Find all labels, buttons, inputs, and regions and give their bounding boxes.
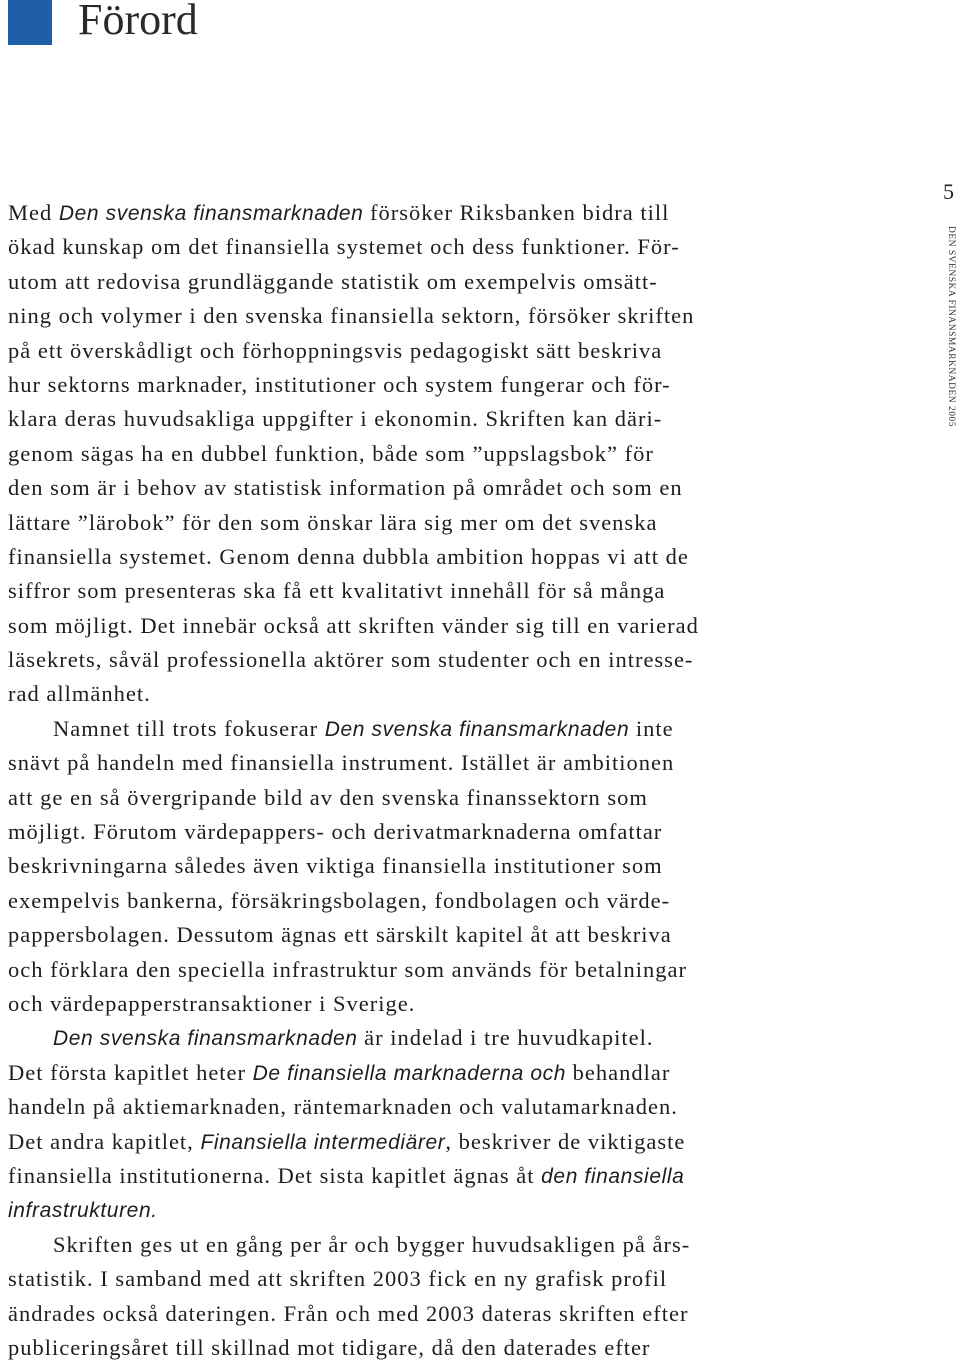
body-text-segment: behandlar bbox=[566, 1059, 671, 1085]
body-text-segment: den som är i behov av statistisk information på området och som en bbox=[8, 475, 683, 501]
body-text-segment: och förklara den speciella infrastruktur som används för betalningar bbox=[8, 956, 688, 982]
body-text-segment: statistik. I samband med att skriften 2003 fick en ny grafisk profil bbox=[8, 1266, 668, 1292]
body-text-segment: handeln på aktiemarknaden, räntemarknaden och valutamarknaden. bbox=[8, 1094, 678, 1120]
body-text-segment: Det första kapitlet heter bbox=[8, 1059, 253, 1085]
text-line bbox=[8, 918, 748, 952]
body-text-segment: hur sektorns marknader, institutioner och system fungerar och för- bbox=[8, 371, 671, 397]
body-text-segment: som möjligt. Det innebär också att skriften vänder sig till en varierad bbox=[8, 612, 699, 638]
text-line bbox=[8, 781, 748, 815]
body-text-segment: Det andra kapitlet, bbox=[8, 1128, 201, 1154]
body-text-segment: rad allmänhet. bbox=[8, 681, 151, 707]
emphasized-text: Den svenska finansmarknaden bbox=[58, 202, 364, 225]
text-line bbox=[8, 437, 748, 471]
text-line bbox=[8, 1125, 748, 1159]
body-text-segment: pappersbolagen. Dessutom ägnas ett särskilt kapitel åt att beskriva bbox=[8, 922, 672, 948]
body-text-segment: klara deras huvudsakliga uppgifter i ekonomin. Skriften kan däri- bbox=[8, 406, 663, 432]
text-line bbox=[8, 299, 748, 333]
text-line bbox=[8, 1331, 748, 1365]
body-text-segment: beskrivningarna således även viktiga finansiella institutioner som bbox=[8, 853, 663, 879]
emphasized-text: Den svenska finansmarknaden bbox=[324, 717, 630, 741]
body-text-segment: att ge en så övergripande bild av den svenska finanssektorn som bbox=[8, 784, 648, 810]
body-text-segment: Skriften ges ut en gång per år och bygger huvudsakligen på års- bbox=[53, 1231, 691, 1257]
emphasized-text: den finansiella bbox=[541, 1164, 685, 1188]
body-text-segment: på ett överskådligt och förhoppningsvis pedagogiskt sätt beskriva bbox=[8, 337, 663, 363]
body-text-segment: ändrades också dateringen. Från och med 2003 dateras skriften efter bbox=[8, 1300, 689, 1326]
body-text-segment: finansiella systemet. Genom denna dubbla ambition hoppas vi att de bbox=[8, 543, 689, 569]
text-line bbox=[8, 574, 748, 608]
body-text-segment: snävt på handeln med finansiella instrument. Istället är ambitionen bbox=[8, 750, 675, 776]
body-text-block bbox=[8, 196, 748, 1365]
body-text-segment: finansiella institutionerna. Det sista kapitlet ägnas åt bbox=[8, 1162, 542, 1188]
text-line bbox=[8, 1193, 748, 1227]
body-text-segment: Med bbox=[8, 200, 59, 225]
text-line bbox=[8, 1228, 748, 1262]
page-title: Förord bbox=[78, 0, 198, 44]
page-number: 5 bbox=[943, 179, 954, 204]
text-line bbox=[8, 1159, 748, 1193]
text-line bbox=[8, 609, 748, 643]
text-line bbox=[8, 1021, 748, 1055]
body-paragraph bbox=[8, 1021, 748, 1227]
body-paragraph bbox=[8, 196, 748, 712]
text-line bbox=[8, 334, 748, 368]
emphasized-text: infrastrukturen. bbox=[8, 1199, 158, 1223]
text-line bbox=[8, 987, 748, 1021]
emphasized-text: Finansiella intermediärer bbox=[200, 1130, 446, 1154]
body-text-segment: försöker Riksbanken bidra till bbox=[363, 200, 670, 225]
text-line bbox=[8, 643, 748, 677]
body-paragraph bbox=[8, 712, 748, 1022]
running-title: DEN SVENSKA FINANSMARKNADEN 2005 bbox=[946, 226, 956, 427]
text-line bbox=[8, 677, 748, 711]
body-text-segment: möjligt. Förutom värdepappers- och derivatmarknaderna omfattar bbox=[8, 819, 663, 845]
body-text-segment: och värdepapperstransaktioner i Sverige. bbox=[8, 990, 416, 1016]
body-text-segment: genom sägas ha en dubbel funktion, både som ”uppslagsbok” för bbox=[8, 440, 654, 466]
body-paragraph bbox=[8, 1228, 748, 1366]
body-text-segment: , beskriver de viktigaste bbox=[445, 1128, 686, 1154]
emphasized-text: Den svenska finansmarknaden bbox=[53, 1027, 358, 1051]
text-line bbox=[8, 196, 748, 230]
body-text-segment: Namnet till trots fokuserar bbox=[53, 715, 325, 741]
text-line bbox=[8, 1297, 748, 1331]
body-text-segment: lättare ”lärobok” för den som önskar lära sig mer om det svenska bbox=[8, 509, 658, 535]
body-text-segment: exempelvis bankerna, försäkringsbolagen, fondbolagen och värde- bbox=[8, 887, 671, 913]
text-line bbox=[8, 746, 748, 780]
body-text-segment: är indelad i tre huvudkapitel. bbox=[357, 1025, 654, 1051]
text-line bbox=[8, 1090, 748, 1124]
text-line bbox=[8, 849, 748, 883]
text-line bbox=[8, 471, 748, 505]
text-line bbox=[8, 1262, 748, 1296]
body-text-segment: ning och volymer i den svenska finansiella sektorn, försöker skriften bbox=[8, 303, 695, 329]
accent-square bbox=[8, 0, 52, 45]
text-line bbox=[8, 1056, 748, 1090]
text-line bbox=[8, 506, 748, 540]
body-text-segment: publiceringsåret till skillnad mot tidigare, då den daterades efter bbox=[8, 1334, 651, 1360]
body-text-segment: läsekrets, såväl professionella aktörer som studenter och en intresse- bbox=[8, 647, 694, 673]
body-text-segment: siffror som presenteras ska få ett kvalitativt innehåll för så många bbox=[8, 578, 666, 604]
body-text-segment: utom att redovisa grundläggande statistik om exempelvis omsätt- bbox=[8, 268, 658, 294]
text-line bbox=[8, 402, 748, 436]
text-line bbox=[8, 368, 748, 402]
body-text-segment: ökad kunskap om det finansiella systemet och dess funktioner. För- bbox=[8, 234, 680, 260]
text-line bbox=[8, 540, 748, 574]
emphasized-text: De finansiella marknaderna och bbox=[252, 1061, 567, 1085]
text-line bbox=[8, 953, 748, 987]
text-line bbox=[8, 230, 748, 264]
body-text-segment: inte bbox=[629, 715, 674, 741]
text-line bbox=[8, 265, 748, 299]
text-line bbox=[8, 884, 748, 918]
text-line bbox=[8, 712, 748, 746]
text-line bbox=[8, 815, 748, 849]
